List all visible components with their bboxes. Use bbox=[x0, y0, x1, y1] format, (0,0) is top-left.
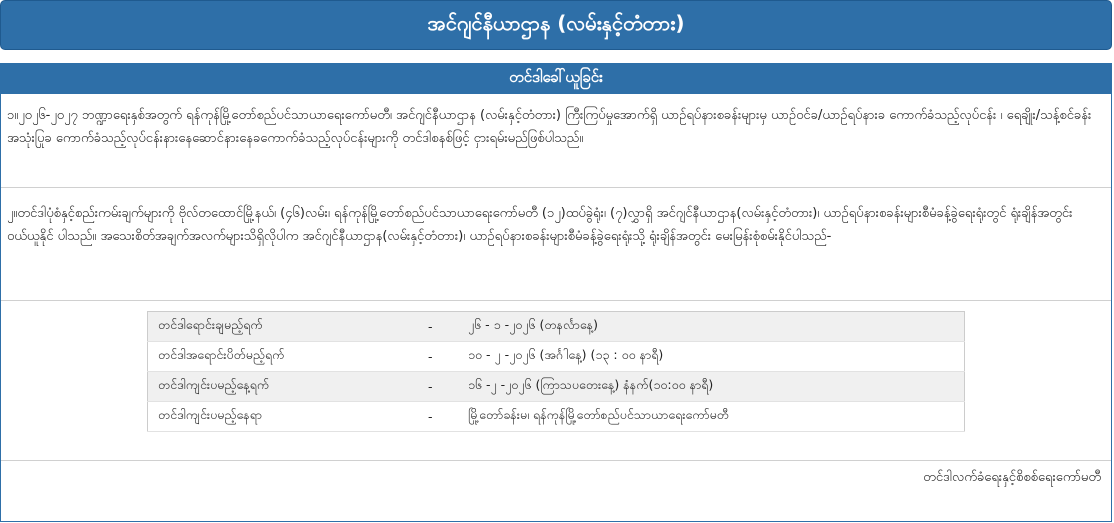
schedule-dash: - bbox=[418, 402, 458, 432]
schedule-value: ၂၆ - ၁ -၂၀၂၆ (တနင်္လာနေ့) bbox=[458, 312, 965, 342]
panel-heading bbox=[1, 64, 1111, 94]
tender-panel bbox=[0, 63, 1112, 522]
page-header bbox=[0, 0, 1112, 50]
schedule-label: တင်ဒါအရောင်းပိတ်မည့်ရက် bbox=[148, 342, 419, 372]
schedule-dash: - bbox=[418, 312, 458, 342]
table-row bbox=[148, 342, 965, 372]
divider bbox=[1, 187, 1111, 188]
schedule-label: တင်ဒါရောင်းချမည့်ရက် bbox=[148, 312, 419, 342]
schedule-label: တင်ဒါကျင်းပမည့်နေရာ bbox=[148, 402, 419, 432]
schedule-dash: - bbox=[418, 372, 458, 402]
table-row bbox=[148, 312, 965, 342]
signature-committee: တင်ဒါလက်ခံရေးနှင့်စိစစ်ရေးကော်မတီ bbox=[923, 470, 1101, 485]
schedule-value: ၁၀ - ၂ -၂၀၂၆ (အင်္ဂါနေ့) (၁၃ : ၀၀ နာရီ) bbox=[458, 342, 965, 372]
schedule-dash: - bbox=[418, 342, 458, 372]
table-row bbox=[148, 402, 965, 432]
schedule-value: ၁၆ -၂ -၂၀၂၆ (ကြာသပတေးနေ့) နံနက်(၁၀:၀၀ နာရီ) bbox=[458, 372, 965, 402]
schedule-label: တင်ဒါကျင်းပမည့်နေ့ရက် bbox=[148, 372, 419, 402]
page-title: အင်ဂျင်နီယာဌာန (လမ်းနှင့်တံတား) bbox=[427, 11, 685, 35]
panel-heading-text: တင်ဒါခေါ်ယူခြင်း bbox=[509, 68, 603, 86]
schedule-value: မြို့တော်ခန်းမ၊ ရန်ကုန်မြို့တော်စည်ပင်သာယာရေးကော်မတီ bbox=[458, 402, 965, 432]
divider bbox=[1, 460, 1111, 461]
divider bbox=[1, 300, 1111, 301]
schedule-table bbox=[147, 311, 965, 432]
paragraph-1: ၁။၂၀၂၆-၂၀၂၇ ဘဏ္ဍာရေးနှစ်အတွက် ရန်ကုန်မြို့တော်စည်ပင်သာယာရေးကော်မတီ၊ အင်ဂျင်နီယာဌာန (လမ်းနှင့်တံတား) ကြီးကြပ်မှုအောက်ရှိ ယာဉ်ရပ်နားစခန်းများမှ ယာဉ်ဝင်ခ/ယာဉ်ရပ်နားခ ကောက်ခံသည့်လုပ်ငန်း ၊ ရေချိုး/သန့်စင်ခန်း အသုံးပြုခ ကောက်ခံသည့်လုပ်ငန်းနားနေဆောင်နားနေခကောက်ခံသည့်လုပ်ငန်းများကို တင်ဒါစနစ်ဖြင့် ငှားရမ်းမည်ဖြစ်ပါသည်။ bbox=[7, 108, 1092, 146]
paragraph-2: ၂။တင်ဒါပုံစံနှင့်စည်းကမ်းချက်များကို ဗိုလ်တထောင်မြို့နယ်၊ (၄၆)လမ်း၊ ရန်ကုန်မြို့တော်စည်ပင်သာယာရေးကော်မတီ (၁၂)ထပ်ခွဲရုံး၊ (၇)လွှာရှိ အင်ဂျင်နီယာဌာန(လမ်းနှင့်တံတား)၊ ယာဉ်ရပ်နားစခန်းများစီမံခန့်ခွဲရေးရုံးတွင် ရုံးချိန်အတွင်း ဝယ်ယူနိုင် ပါသည်။ အသေးစိတ်အချက်အလက်များသိရှိလိုပါက အင်ဂျင်နီယာဌာန(လမ်းနှင့်တံတား)၊ ယာဉ်ရပ်နားစခန်းများစီမံခန့်ခွဲရေးရုံးသို့ ရုံးချိန်အတွင်း မေးမြန်းစုံစမ်းနိုင်ပါသည်- bbox=[7, 206, 1073, 244]
table-row bbox=[148, 372, 965, 402]
